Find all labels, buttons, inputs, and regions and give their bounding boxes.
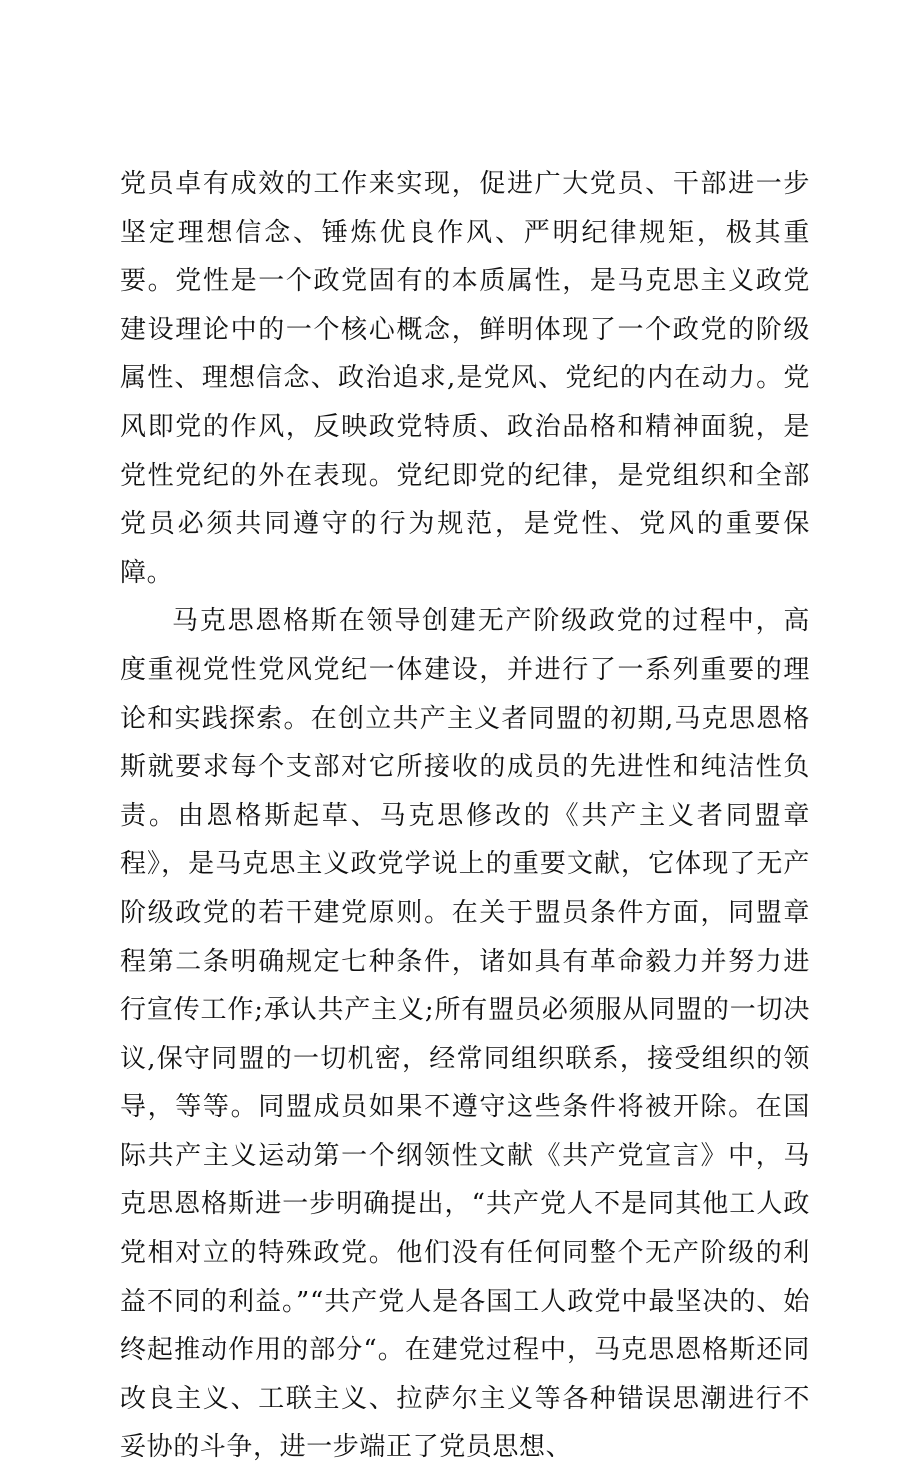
paragraph-2: 马克思恩格斯在领导创建无产阶级政党的过程中，高度重视党性党风党纪一体建设，并进行了一系列重要的理论和实践探索。在创立共产主义者同盟的初期,马克思恩格斯就要求每个支部对它所接收的成员的先进性和纯洁性负责。由恩格斯起草、马克思修改的《共产主义者同盟章程》，是马克思主义政党学说上的重要文献，它体现了无产阶级政党的若干建党原则。在关于盟员条件方面，同盟章程第二条明确规定七种条件，诸如具有革命毅力并努力进行宣传工作;承认共产主义;所有盟员必须服从同盟的一切决议,保守同盟的一切机密，经常同组织联系，接受组织的领导，等等。同盟成员如果不遵守这些条件将被开除。在国际共产主义运动第一个纲领性文献《共产党宣言》中，马克思恩格斯进一步明确提出，“共产党人不是同其他工人政党相对立的特殊政党。他们没有任何同整个无产阶级的利益不同的利益。”“共产党人是各国工人政党中最坚决的、始终起推动作用的部分“。在建党过程中，马克思恩格斯还同改良主义、工联主义、拉萨尔主义等各种错误思潮进行不妥协的斗争，进一步端正了党员思想、 [120,606,810,1463]
paragraph-1: 党员卓有成效的工作来实现，促进广大党员、干部进一步坚定理想信念、锤炼优良作风、严明纪律规矩，极其重要。党性是一个政党固有的本质属性，是马克思主义政党建设理论中的一个核心概念，鲜明体现了一个政党的阶级属性、理想信念、政治追求,是党风、党纪的内在动力。党风即党的作风，反映政党特质、政治品格和精神面貌，是党性党纪的外在表现。党纪即党的纪律，是党组织和全部党员必须共同遵守的行为规范，是党性、党风的重要保障。 [120,169,810,588]
body-text [120,160,810,1472]
